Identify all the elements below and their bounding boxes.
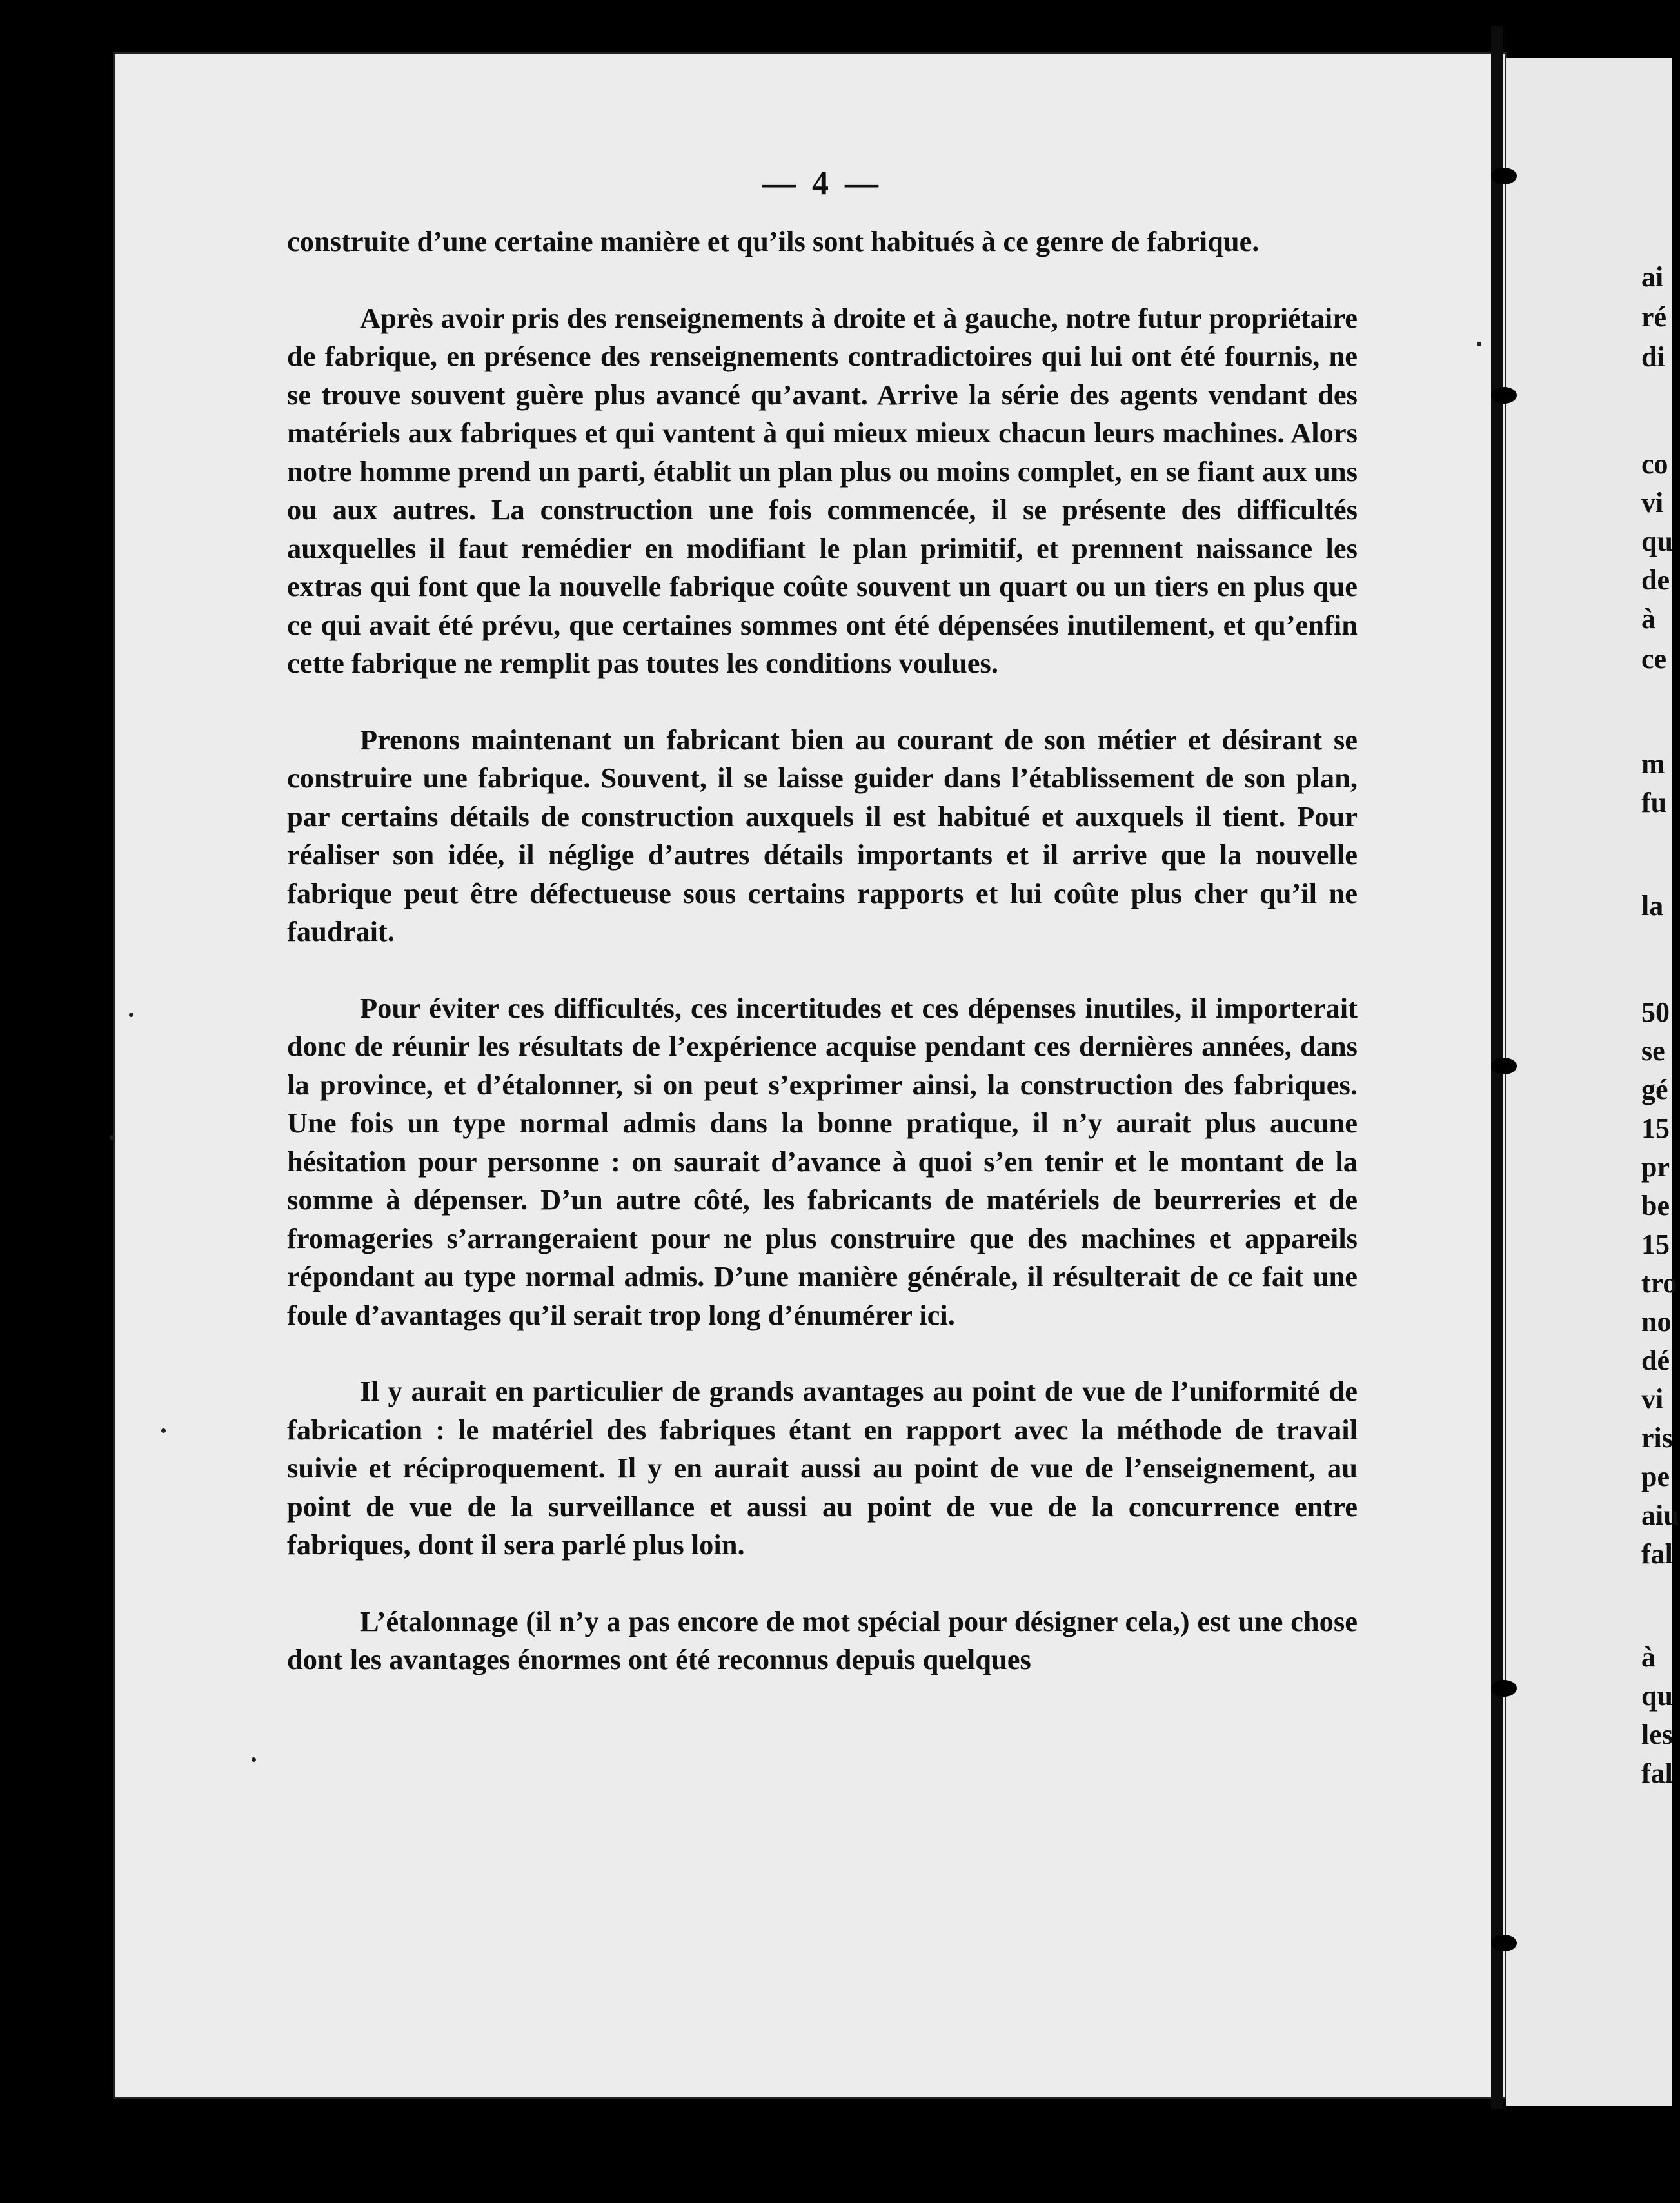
paragraph: construite d’une certaine manière et qu’ils sont habitués à ce genre de fabrique.: [287, 225, 1260, 257]
speck: [129, 1013, 133, 1017]
fragment: les: [1641, 1719, 1673, 1750]
fragment: qu: [1641, 1680, 1673, 1712]
fragment: gé: [1641, 1074, 1668, 1105]
fragment: be: [1641, 1190, 1670, 1221]
fragment: fal: [1641, 1538, 1673, 1570]
page-number: — 4 —: [762, 165, 882, 202]
fragment: 50: [1641, 996, 1670, 1028]
fragment: qu: [1641, 526, 1673, 557]
fragment: di: [1641, 341, 1665, 373]
body-text: [287, 222, 1358, 1717]
fragment: tro: [1641, 1267, 1677, 1299]
fragment: pe: [1641, 1461, 1670, 1492]
binding-clip: [1491, 168, 1517, 184]
fragment: ré: [1641, 301, 1667, 333]
speck: [252, 1757, 256, 1762]
binding-clip: [1491, 1058, 1517, 1074]
speck: [161, 1428, 166, 1433]
fragment: de: [1641, 564, 1670, 596]
fragment: à: [1641, 603, 1655, 635]
fragment: la: [1641, 890, 1664, 922]
fragment: se: [1641, 1035, 1665, 1067]
fragment: co: [1641, 448, 1668, 480]
fragment: ai: [1641, 261, 1664, 293]
fragment: ris: [1641, 1422, 1673, 1454]
fragment: vi: [1641, 487, 1664, 519]
paragraph: Il y aurait en particulier de grands avantages au point de vue de l’uniformité de fabrication : le matériel des fabriques étant en rapport avec la méthode de travail suivie et réciproquement. Il y en aurait aussi au point de vue de l’enseignement, au point de vue de la surveillance et aussi au point de vue de la concurrence entre fabriques, dont il sera parlé plus loin.: [287, 1375, 1358, 1561]
fragment: aiu: [1641, 1499, 1679, 1531]
fragment: pr: [1641, 1151, 1670, 1183]
speck: [1477, 342, 1481, 346]
binding-clip: [1491, 1935, 1517, 1951]
paragraph: Après avoir pris des renseignements à droite et à gauche, notre futur propriétaire de fabrique, en présence des renseignements contradictoires qui lui ont été fournis, ne se trouve souvent guère plus avancé qu’avant. Arrive la série des agents vendant des matériels aux fabriques et qui vantent à qui mieux mieux chacun leurs machines. Alors notre homme prend un parti, établit un plan plus ou moins complet, en se fiant aux uns ou aux autres. La construction une fois commencée, il se présente des difficultés auxquelles il faut remédier en modifiant le plan primitif, et prennent naissance les extras qui font que la nouvelle fabrique coûte souvent un quart ou un tiers en plus que ce qui avait été prévu, que certaines sommes ont été dépensées inutilement, et qu’enfin cette fabrique ne remplit pas toutes les conditions voulues.: [287, 301, 1358, 679]
fragment: 15: [1641, 1229, 1670, 1260]
speck: [110, 1135, 114, 1140]
fragment: à: [1641, 1641, 1655, 1673]
fragment: fal: [1641, 1757, 1673, 1789]
fragment: fu: [1641, 787, 1667, 818]
paragraph: Prenons maintenant un fabricant bien au courant de son métier et désirant se construire une fabrique. Souvent, il se laisse guider dans l’établissement de son plan, par certains détails de construction auxquels il est habitué et auxquels il tient. Pour réaliser son idée, il néglige d’autres détails importants et il arrive que la nouvelle fabrique peut être défectueuse sous certains rapports et lui coûte plus cher qu’il ne faudrait.: [287, 723, 1358, 947]
paragraph: Pour éviter ces difficultés, ces incertitudes et ces dépenses inutiles, il importerait donc de réunir les résultats de l’expérience acquise pendant ces dernières années, dans la province, et d’étalonner, si on peut s’exprimer ainsi, la construction des fabriques. Une fois un type normal admis dans la bonne pratique, il n’y aurait plus aucune hésitation pour personne : on saurait d’avance à quoi s’en tenir et le montant de la somme à dépenser. D’un autre côté, les fabricants de matériels de beurreries et de fromageries s’arrangeraient pour ne plus construire que des machines et appareils répondant au type normal admis. D’une manière générale, il résulterait de ce fait une foule d’avantages qu’il serait trop long d’énumérer ici.: [287, 991, 1358, 1331]
binding-clip: [1491, 1680, 1517, 1697]
paragraph: L’étalonnage (il n’y a pas encore de mot spécial pour désigner cela,) est une chose dont les avantages énormes ont été reconnus depuis quelques: [287, 1605, 1358, 1675]
fragment: no: [1641, 1306, 1672, 1338]
fragment: vi: [1641, 1383, 1664, 1415]
fragment: 15: [1641, 1112, 1670, 1144]
fragment: m: [1641, 748, 1665, 780]
fragment: dé: [1641, 1345, 1670, 1376]
binding-clip: [1491, 387, 1517, 404]
fragment: ce: [1641, 643, 1667, 675]
